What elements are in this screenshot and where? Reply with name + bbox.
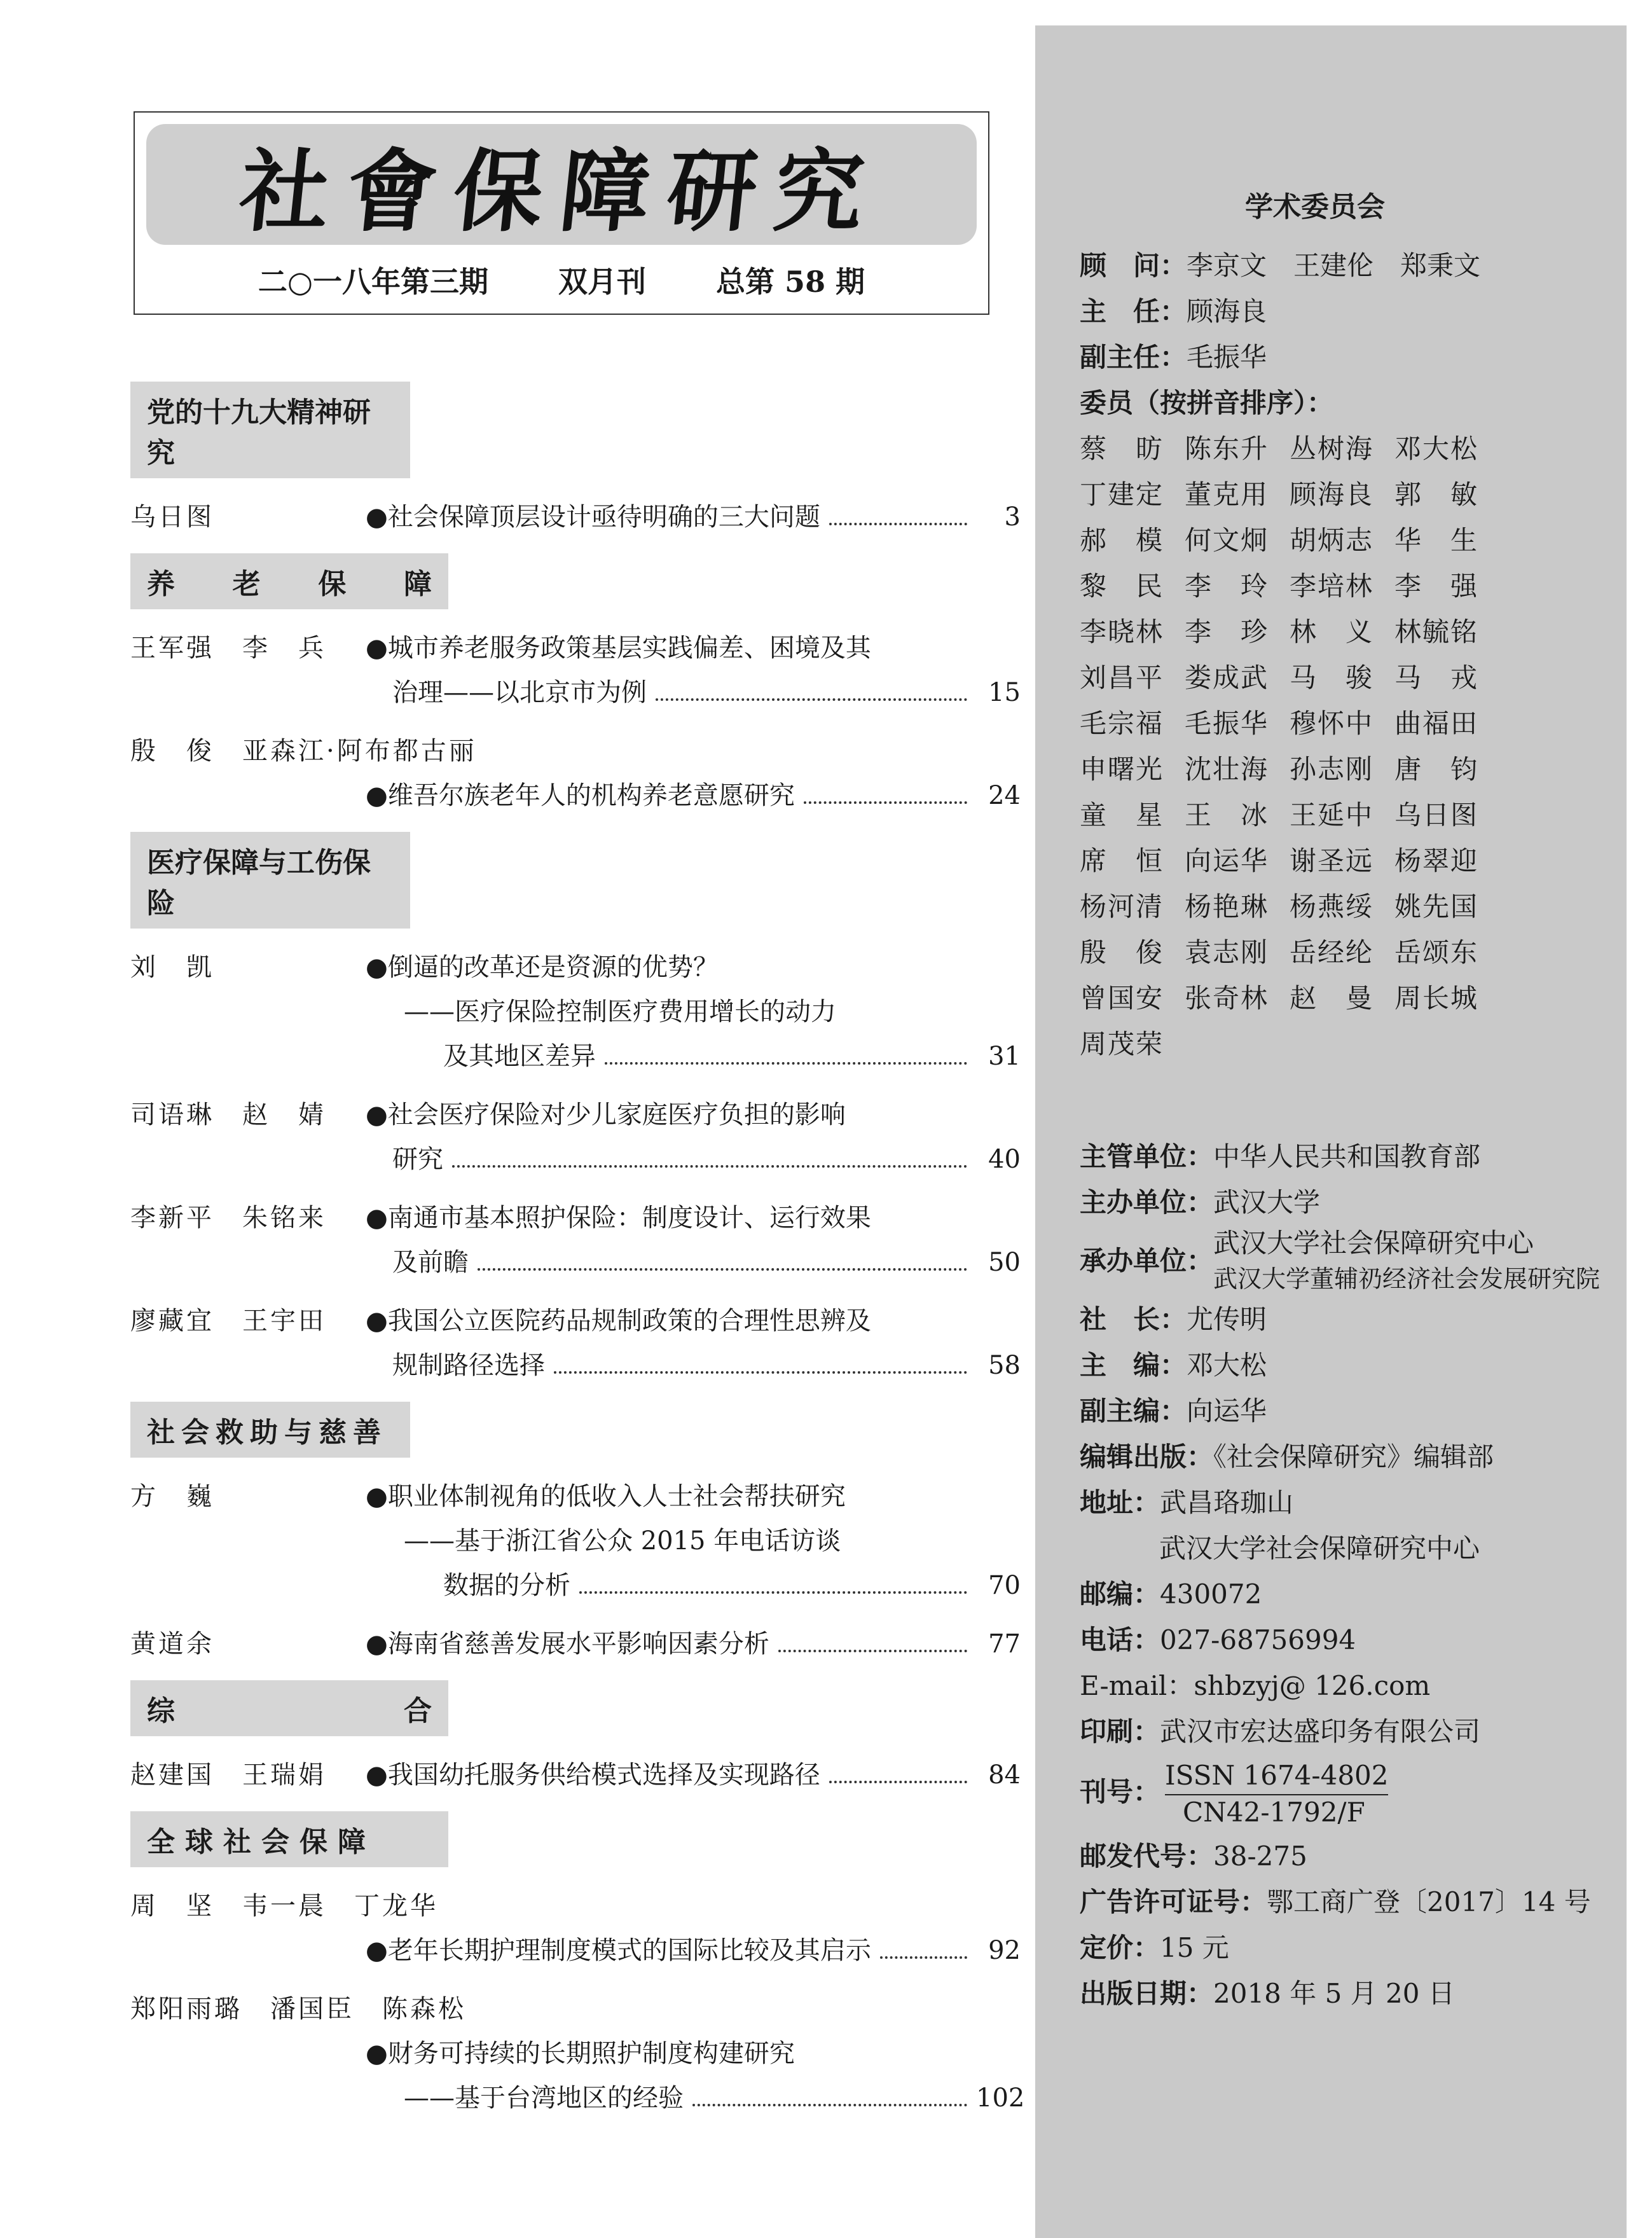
toc-section	[130, 1811, 1025, 2120]
entry-title: ●维吾尔族老年人的机构养老意愿研究	[366, 781, 795, 810]
masthead	[134, 111, 989, 315]
toc-section	[130, 1680, 1021, 1797]
committee-member: 林毓铭	[1394, 616, 1479, 647]
frequency: 双月刊	[558, 265, 647, 299]
committee-member: 赵 曼	[1290, 983, 1374, 1014]
committee-member: 袁志刚	[1185, 937, 1269, 968]
entry-author: 司语琳 赵 婧	[130, 1100, 326, 1129]
entry-title: ●我国幼托服务供给模式选择及实现路径	[366, 1760, 820, 1790]
committee-member: 姚先国	[1394, 891, 1479, 922]
committee-member: 唐 钧	[1394, 754, 1479, 785]
committee-member: 黎 民	[1080, 570, 1164, 602]
entry-title-cont: 规制路径选择	[392, 1351, 545, 1380]
entry-title: ●倒逼的改革还是资源的优势？	[366, 953, 719, 982]
committee-member: 马 戎	[1394, 662, 1479, 693]
entry-page: 92	[988, 1936, 1021, 1965]
deputy-director: 副主任：毛振华	[1080, 342, 1267, 373]
committee-member: 华 生	[1394, 525, 1479, 556]
toc-entry[interactable]	[130, 495, 1021, 539]
entry-page: 24	[988, 781, 1021, 810]
entry-page: 3	[1004, 502, 1021, 532]
publisher: 编辑出版：《社会保障研究》编辑部	[1080, 1441, 1494, 1472]
editor-in-chief: 主 编：邓大松	[1080, 1350, 1267, 1381]
supervisor: 主管单位：中华人民共和国教育部	[1080, 1141, 1481, 1172]
entry-title-cont: 及前瞻	[392, 1248, 469, 1277]
committee-member: 席 恒	[1080, 845, 1164, 876]
toc-entry[interactable]	[130, 1884, 1021, 1973]
advisors: 顾 问：李京文 王建伦 郑秉文	[1080, 250, 1481, 281]
committee-member: 陈东升	[1185, 433, 1269, 464]
ad-license: 广告许可证号：鄂工商广登〔2017〕14 号	[1080, 1886, 1591, 1917]
entry-page: 50	[988, 1248, 1021, 1277]
committee-member: 向运华	[1185, 845, 1269, 876]
toc-section	[130, 832, 1021, 1388]
entry-page: 31	[988, 1042, 1021, 1071]
publication-info	[1080, 1134, 1601, 2017]
entry-title: ●海南省慈善发展水平影响因素分析	[366, 1629, 769, 1659]
committee-member: 郭 敏	[1394, 479, 1479, 510]
committee-member: 丁建定	[1080, 479, 1164, 510]
toc-section	[130, 382, 1021, 539]
entry-page: 102	[976, 2083, 1025, 2113]
entry-author: 赵建国 王瑞娟	[130, 1760, 326, 1790]
deputy-editor: 副主编：向运华	[1080, 1395, 1267, 1426]
entry-author: 黄道余	[130, 1629, 214, 1659]
entry-page: 84	[988, 1760, 1021, 1790]
section-heading: 综 合	[130, 1680, 448, 1736]
section-heading: 党的十九大精神研究	[130, 382, 410, 478]
committee-member: 乌日图	[1394, 799, 1479, 831]
entry-title: ●我国公立医院药品规制政策的合理性思辨及	[366, 1306, 871, 1336]
committee-member: 娄成武	[1185, 662, 1269, 693]
printer: 印刷：武汉市宏达盛印务有限公司	[1080, 1716, 1481, 1747]
issn: 刊号： ISSN 1674-4802 CN42-1792/F	[1080, 1760, 1389, 1828]
committee-member: 岳颂东	[1394, 937, 1479, 968]
entry-author: 方 巍	[130, 1482, 214, 1511]
toc-entry[interactable]	[130, 1474, 1021, 1608]
committee-member: 李晓林	[1080, 616, 1164, 647]
president: 社 长：尤传明	[1080, 1304, 1267, 1335]
email: E-mail：shbzyj@ 126.com	[1080, 1670, 1431, 1701]
table-of-contents	[130, 382, 1025, 2134]
committee-member: 蔡 昉	[1080, 433, 1164, 464]
section-heading: 全球社会保障	[130, 1811, 448, 1867]
toc-entry[interactable]	[130, 626, 1021, 715]
phone: 电话：027-68756994	[1080, 1624, 1356, 1655]
entry-author: 李新平 朱铭来	[130, 1203, 326, 1233]
entry-author: 周 坚 韦一晨 丁龙华	[130, 1891, 438, 1921]
committee-member: 李 玲	[1185, 570, 1269, 602]
mail-code: 邮发代号：38-275	[1080, 1841, 1307, 1872]
price: 定价：15 元	[1080, 1932, 1229, 1963]
entry-page: 70	[988, 1571, 1021, 1600]
committee-member: 童 星	[1080, 799, 1164, 831]
entry-author: 郑阳雨璐 潘国臣 陈森松	[130, 1994, 466, 2024]
issue-number: 二○一八年第三期	[258, 265, 489, 299]
toc-section	[130, 553, 1021, 818]
total-issue: 总第 58 期	[716, 265, 865, 299]
toc-entry[interactable]	[130, 1622, 1021, 1666]
entry-author: 乌日图	[130, 502, 214, 532]
masthead-band	[146, 124, 977, 245]
toc-entry[interactable]	[130, 1196, 1021, 1285]
entry-subtitle: ——医疗保险控制医疗费用增长的动力	[404, 997, 836, 1026]
committee-member: 沈壮海	[1185, 754, 1269, 785]
entry-subtitle: ——基于台湾地区的经验	[404, 2083, 684, 2113]
committee-member: 顾海良	[1290, 479, 1374, 510]
committee-member: 孙志刚	[1290, 754, 1374, 785]
entry-title-cont: 研究	[392, 1145, 443, 1174]
committee-member: 王 冰	[1185, 799, 1269, 831]
entry-title-cont: 治理——以北京市为例	[392, 678, 647, 707]
committee-member: 杨河清	[1080, 891, 1164, 922]
entry-subtitle-cont: 数据的分析	[443, 1571, 570, 1600]
committee-member: 郝 模	[1080, 525, 1164, 556]
entry-title: ●职业体制视角的低收入人士社会帮扶研究	[366, 1482, 846, 1511]
editorial-sidebar	[1035, 25, 1627, 2238]
address-line-2: 武汉大学社会保障研究中心	[1159, 1533, 1480, 1564]
entry-page: 77	[988, 1629, 1021, 1659]
toc-section	[130, 1402, 1021, 1666]
entry-title: ●南通市基本照护保险：制度设计、运行效果	[366, 1203, 871, 1233]
committee-member: 曾国安	[1080, 983, 1164, 1014]
committee-member: 杨燕绥	[1290, 891, 1374, 922]
publication-date: 出版日期：2018 年 5 月 20 日	[1080, 1978, 1455, 2009]
committee-member: 刘昌平	[1080, 662, 1164, 693]
committee-member: 李 珍	[1185, 616, 1269, 647]
entry-title: ●财务可持续的长期照护制度构建研究	[366, 2039, 795, 2068]
committee-member: 林 义	[1290, 616, 1374, 647]
committee-member: 王延中	[1290, 799, 1374, 831]
committee-title: 学术委员会	[1245, 191, 1385, 223]
committee-member: 马 骏	[1290, 662, 1374, 693]
entry-title: ●城市养老服务政策基层实践偏差、困境及其	[366, 633, 871, 663]
committee-member: 曲福田	[1394, 708, 1479, 739]
committee-member: 李 强	[1394, 570, 1479, 602]
entry-title: ●老年长期护理制度模式的国际比较及其启示	[366, 1936, 871, 1965]
toc-entry[interactable]	[130, 1753, 1021, 1797]
entry-title: ●社会保障顶层设计亟待明确的三大问题	[366, 502, 820, 532]
committee-member: 董克用	[1185, 479, 1269, 510]
committee-member: 丛树海	[1290, 433, 1374, 464]
journal-title: 社會保障研究	[235, 139, 887, 244]
toc-entry[interactable]	[130, 945, 1021, 1079]
toc-entry[interactable]	[130, 1093, 1021, 1182]
committee-member: 杨翠迎	[1394, 845, 1479, 876]
entry-subtitle-cont: 及其地区差异	[443, 1042, 596, 1071]
members-label: 委员（按拼音排序）：	[1080, 387, 1334, 418]
committee-member: 胡炳志	[1290, 525, 1374, 556]
director: 主 任：顾海良	[1080, 296, 1267, 327]
committee-member: 李培林	[1290, 570, 1374, 602]
committee-member: 申曙光	[1080, 754, 1164, 785]
toc-entry[interactable]	[130, 729, 1021, 818]
section-heading: 养 老 保 障	[130, 553, 448, 609]
committee-member: 殷 俊	[1080, 937, 1164, 968]
committee-member: 何文炯	[1185, 525, 1269, 556]
address: 地址：武昌珞珈山	[1080, 1487, 1294, 1518]
committee-member: 毛振华	[1185, 708, 1269, 739]
committee-member: 毛宗福	[1080, 708, 1164, 739]
entry-author: 刘 凯	[130, 953, 214, 982]
entry-author: 王军强 李 兵	[130, 633, 326, 663]
issue-line	[135, 259, 988, 301]
committee-member: 周长城	[1394, 983, 1479, 1014]
committee-member: 杨艳琳	[1185, 891, 1269, 922]
toc-entry[interactable]	[130, 1987, 1025, 2120]
committee-member: 张奇林	[1185, 983, 1269, 1014]
committee-members	[1080, 426, 1601, 1067]
entry-page: 15	[988, 678, 1021, 707]
committee-member: 岳经纶	[1290, 937, 1374, 968]
section-heading: 社会救助与慈善	[130, 1402, 410, 1458]
entry-author: 殷 俊 亚森江·阿布都古丽	[130, 736, 477, 766]
entry-page: 40	[988, 1145, 1021, 1174]
postcode: 邮编：430072	[1080, 1578, 1262, 1610]
committee-member: 周茂荣	[1080, 1028, 1164, 1060]
toc-entry[interactable]	[130, 1299, 1021, 1388]
entry-page: 58	[988, 1351, 1021, 1380]
organizer: 承办单位： 武汉大学社会保障研究中心 武汉大学董辅礽经济社会发展研究院	[1080, 1227, 1600, 1293]
sponsor: 主办单位：武汉大学	[1080, 1187, 1321, 1218]
committee-member: 谢圣远	[1290, 845, 1374, 876]
entry-subtitle: ——基于浙江省公众 2015 年电话访谈	[404, 1526, 841, 1556]
committee-member: 穆怀中	[1290, 708, 1374, 739]
section-heading: 医疗保障与工伤保险	[130, 832, 410, 929]
entry-title: ●社会医疗保险对少儿家庭医疗负担的影响	[366, 1100, 846, 1129]
entry-author: 廖藏宜 王宇田	[130, 1306, 326, 1336]
committee-member: 邓大松	[1394, 433, 1479, 464]
